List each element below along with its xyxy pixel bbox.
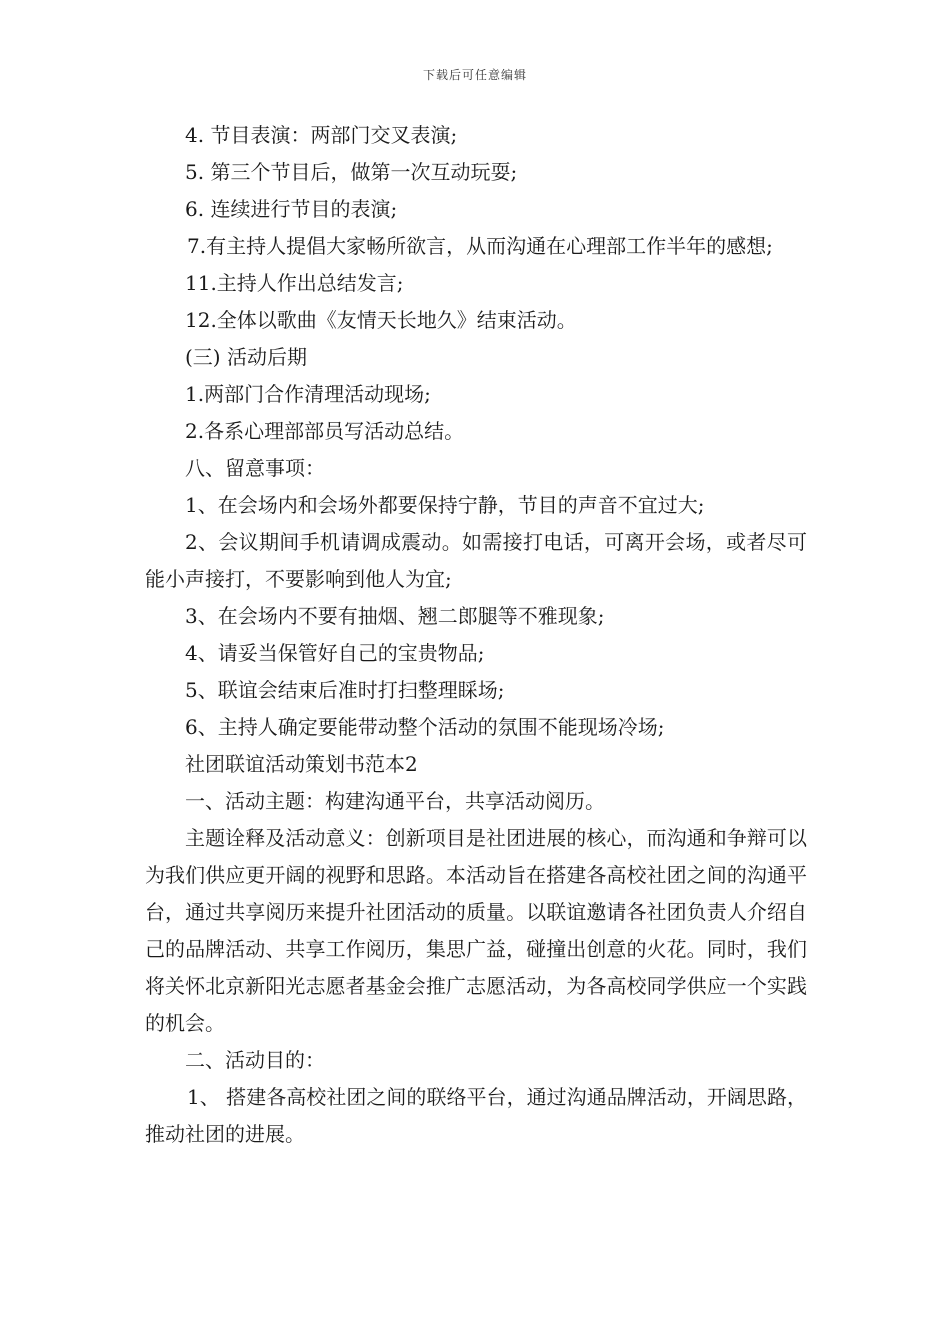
section-heading: 一、活动主题：构建沟通平台，共享活动阅历。 bbox=[185, 789, 605, 813]
paragraph: 4. 节目表演：两部门交叉表演; bbox=[185, 123, 458, 147]
paragraph: 6. 连续进行节目的表演; bbox=[185, 197, 398, 221]
document-body bbox=[145, 117, 807, 1153]
paragraph: 11.主持人作出总结发言; bbox=[185, 271, 404, 295]
section-heading: (三) 活动后期 bbox=[185, 345, 307, 369]
document-subtitle: 社团联谊活动策划书范本2 bbox=[185, 752, 418, 776]
paragraph: 1、在会场内和会场外都要保持宁静，节目的声音不宜过大; bbox=[185, 493, 705, 517]
paragraph: 4、请妥当保管好自己的宝贵物品; bbox=[185, 641, 485, 665]
paragraph: 2.各系心理部部员写活动总结。 bbox=[185, 419, 465, 443]
paragraph: 12.全体以歌曲《友情天长地久》结束活动。 bbox=[185, 308, 577, 332]
paragraph: 2、会议期间手机请调成震动。如需接打电话，可离开会场，或者尽可能小声接打，不要影响到他人为宜; bbox=[145, 530, 807, 591]
paragraph: 6、主持人确定要能带动整个活动的氛围不能现场冷场; bbox=[185, 715, 665, 739]
section-heading: 八、留意事项： bbox=[185, 456, 325, 480]
paragraph: 1、 搭建各高校社团之间的联络平台，通过沟通品牌活动，开阔思路，推动社团的进展。 bbox=[145, 1085, 807, 1146]
section-heading: 二、活动目的： bbox=[185, 1048, 325, 1072]
paragraph: 1.两部门合作清理活动现场; bbox=[185, 382, 431, 406]
paragraph: 5、联谊会结束后准时打扫整理睬场; bbox=[185, 678, 505, 702]
page-header: 下载后可任意编辑 bbox=[422, 68, 527, 82]
paragraph: 主题诠释及活动意义：创新项目是社团进展的核心，而沟通和争辩可以为我们供应更开阔的视野和思路。本活动旨在搭建各高校社团之间的沟通平台，通过共享阅历来提升社团活动的质量。以联谊邀请各社团负责人介绍自己的品牌活动、共享工作阅历，集思广益，碰撞出创意的火花。同时，我们将关怀北京新阳光志愿者基金会推广志愿活动，为各高校同学供应一个实践的机会。 bbox=[145, 826, 807, 1035]
paragraph: 3、在会场内不要有抽烟、翘二郎腿等不雅现象; bbox=[185, 604, 605, 628]
paragraph: 5. 第三个节目后，做第一次互动玩耍; bbox=[185, 160, 518, 184]
paragraph: 7.有主持人提倡大家畅所欲言，从而沟通在心理部工作半年的感想; bbox=[187, 234, 773, 258]
